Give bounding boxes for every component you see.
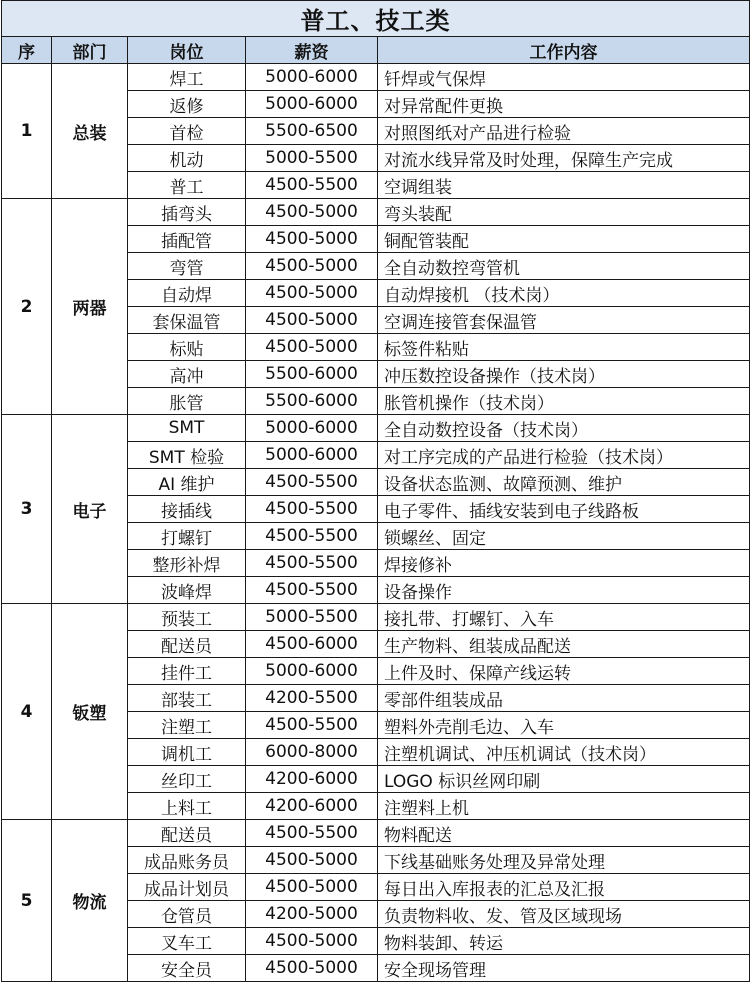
content-cell: 零部件组装成品 bbox=[378, 685, 750, 712]
group-index: 4 bbox=[2, 604, 52, 820]
salary-cell: 5500-6000 bbox=[246, 388, 378, 415]
content-cell: 锁螺丝、固定 bbox=[378, 523, 750, 550]
post-cell: 部装工 bbox=[128, 685, 246, 712]
post-cell: 仓管员 bbox=[128, 901, 246, 928]
salary-cell: 4500-5500 bbox=[246, 172, 378, 199]
post-cell: 高冲 bbox=[128, 361, 246, 388]
salary-cell: 4200-5500 bbox=[246, 685, 378, 712]
salary-cell: 5000-6000 bbox=[246, 658, 378, 685]
content-cell: 胀管机操作（技术岗） bbox=[378, 388, 750, 415]
salary-cell: 5000-6000 bbox=[246, 91, 378, 118]
salary-cell: 4500-5500 bbox=[246, 550, 378, 577]
content-cell: 全自动数控设备（技术岗） bbox=[378, 415, 750, 442]
header-content: 工作内容 bbox=[378, 37, 750, 64]
salary-cell: 5000-6000 bbox=[246, 415, 378, 442]
post-cell: 普工 bbox=[128, 172, 246, 199]
post-cell: 叉车工 bbox=[128, 928, 246, 955]
post-cell: 首检 bbox=[128, 118, 246, 145]
salary-cell: 4500-6000 bbox=[246, 631, 378, 658]
salary-cell: 4500-5500 bbox=[246, 712, 378, 739]
group-dept: 总装 bbox=[52, 64, 128, 199]
post-cell: 调机工 bbox=[128, 739, 246, 766]
post-cell: 插弯头 bbox=[128, 199, 246, 226]
post-cell: 机动 bbox=[128, 145, 246, 172]
table-row bbox=[2, 820, 750, 847]
content-cell: 注塑料上机 bbox=[378, 793, 750, 820]
post-cell: 标贴 bbox=[128, 334, 246, 361]
header-row bbox=[2, 37, 750, 64]
salary-cell: 4200-5000 bbox=[246, 901, 378, 928]
content-cell: 物料配送 bbox=[378, 820, 750, 847]
header-dept: 部门 bbox=[52, 37, 128, 64]
content-cell: 焊接修补 bbox=[378, 550, 750, 577]
content-cell: 塑料外壳削毛边、入车 bbox=[378, 712, 750, 739]
salary-cell: 4500-5000 bbox=[246, 334, 378, 361]
salary-cell: 4500-5500 bbox=[246, 523, 378, 550]
post-cell: 挂件工 bbox=[128, 658, 246, 685]
group-index: 1 bbox=[2, 64, 52, 199]
job-table bbox=[1, 0, 750, 982]
post-cell: 自动焊 bbox=[128, 280, 246, 307]
content-cell: 对照图纸对产品进行检验 bbox=[378, 118, 750, 145]
group-dept: 物流 bbox=[52, 820, 128, 982]
group-index: 3 bbox=[2, 415, 52, 604]
salary-cell: 4500-5000 bbox=[246, 199, 378, 226]
salary-cell: 4500-5000 bbox=[246, 928, 378, 955]
content-cell: 生产物料、组装成品配送 bbox=[378, 631, 750, 658]
post-cell: SMT 检验 bbox=[128, 442, 246, 469]
post-cell: 胀管 bbox=[128, 388, 246, 415]
salary-cell: 5000-5500 bbox=[246, 604, 378, 631]
post-cell: 波峰焊 bbox=[128, 577, 246, 604]
group-index: 5 bbox=[2, 820, 52, 982]
post-cell: 弯管 bbox=[128, 253, 246, 280]
header-index: 序 bbox=[2, 37, 52, 64]
group-dept: 两器 bbox=[52, 199, 128, 415]
table-row bbox=[2, 415, 750, 442]
content-cell: 设备操作 bbox=[378, 577, 750, 604]
content-cell: 物料装卸、转运 bbox=[378, 928, 750, 955]
salary-cell: 4500-5000 bbox=[246, 253, 378, 280]
salary-cell: 4500-5000 bbox=[246, 955, 378, 982]
content-cell: 电子零件、插线安装到电子线路板 bbox=[378, 496, 750, 523]
content-cell: 设备状态监测、故障预测、维护 bbox=[378, 469, 750, 496]
salary-cell: 5000-6000 bbox=[246, 64, 378, 91]
group-dept: 钣塑 bbox=[52, 604, 128, 820]
content-cell: 接扎带、打螺钉、入车 bbox=[378, 604, 750, 631]
salary-cell: 4500-5000 bbox=[246, 307, 378, 334]
content-cell: 安全现场管理 bbox=[378, 955, 750, 982]
post-cell: 接插线 bbox=[128, 496, 246, 523]
post-cell: 插配管 bbox=[128, 226, 246, 253]
salary-cell: 4200-6000 bbox=[246, 766, 378, 793]
content-cell: 冲压数控设备操作（技术岗） bbox=[378, 361, 750, 388]
content-cell: 负责物料收、发、管及区域现场 bbox=[378, 901, 750, 928]
post-cell: 成品账务员 bbox=[128, 847, 246, 874]
post-cell: 注塑工 bbox=[128, 712, 246, 739]
table-title: 普工、技工类 bbox=[2, 1, 750, 37]
salary-cell: 4500-5000 bbox=[246, 226, 378, 253]
header-post: 岗位 bbox=[128, 37, 246, 64]
content-cell: 下线基础账务处理及异常处理 bbox=[378, 847, 750, 874]
header-salary: 薪资 bbox=[246, 37, 378, 64]
post-cell: 整形补焊 bbox=[128, 550, 246, 577]
content-cell: 对工序完成的产品进行检验（技术岗） bbox=[378, 442, 750, 469]
content-cell: 注塑机调试、冲压机调试（技术岗） bbox=[378, 739, 750, 766]
group-index: 2 bbox=[2, 199, 52, 415]
content-cell: 对异常配件更换 bbox=[378, 91, 750, 118]
content-cell: 空调连接管套保温管 bbox=[378, 307, 750, 334]
content-cell: 对流水线异常及时处理，保障生产完成 bbox=[378, 145, 750, 172]
table-row bbox=[2, 199, 750, 226]
table-row bbox=[2, 64, 750, 91]
post-cell: 配送员 bbox=[128, 631, 246, 658]
salary-cell: 5000-6000 bbox=[246, 442, 378, 469]
salary-cell: 4500-5000 bbox=[246, 874, 378, 901]
salary-cell: 6000-8000 bbox=[246, 739, 378, 766]
job-table-sheet bbox=[1, 0, 749, 982]
post-cell: SMT bbox=[128, 415, 246, 442]
table-row bbox=[2, 604, 750, 631]
post-cell: 丝印工 bbox=[128, 766, 246, 793]
salary-cell: 5000-5500 bbox=[246, 145, 378, 172]
post-cell: 套保温管 bbox=[128, 307, 246, 334]
group-dept: 电子 bbox=[52, 415, 128, 604]
table-body bbox=[2, 64, 750, 982]
salary-cell: 4500-5500 bbox=[246, 469, 378, 496]
post-cell: 焊工 bbox=[128, 64, 246, 91]
salary-cell: 4200-6000 bbox=[246, 793, 378, 820]
post-cell: 上料工 bbox=[128, 793, 246, 820]
salary-cell: 4500-5500 bbox=[246, 820, 378, 847]
post-cell: 成品计划员 bbox=[128, 874, 246, 901]
post-cell: 安全员 bbox=[128, 955, 246, 982]
content-cell: 每日出入库报表的汇总及汇报 bbox=[378, 874, 750, 901]
salary-cell: 4500-5500 bbox=[246, 577, 378, 604]
content-cell: 标签件粘贴 bbox=[378, 334, 750, 361]
salary-cell: 4500-5000 bbox=[246, 280, 378, 307]
content-cell: 上件及时、保障产线运转 bbox=[378, 658, 750, 685]
content-cell: 空调组装 bbox=[378, 172, 750, 199]
post-cell: 打螺钉 bbox=[128, 523, 246, 550]
post-cell: AI 维护 bbox=[128, 469, 246, 496]
post-cell: 预装工 bbox=[128, 604, 246, 631]
content-cell: 弯头装配 bbox=[378, 199, 750, 226]
salary-cell: 4500-5000 bbox=[246, 847, 378, 874]
content-cell: LOGO 标识丝网印刷 bbox=[378, 766, 750, 793]
content-cell: 自动焊接机 （技术岗） bbox=[378, 280, 750, 307]
salary-cell: 4500-5500 bbox=[246, 496, 378, 523]
post-cell: 返修 bbox=[128, 91, 246, 118]
salary-cell: 5500-6500 bbox=[246, 118, 378, 145]
content-cell: 钎焊或气保焊 bbox=[378, 64, 750, 91]
salary-cell: 5500-6000 bbox=[246, 361, 378, 388]
post-cell: 配送员 bbox=[128, 820, 246, 847]
content-cell: 全自动数控弯管机 bbox=[378, 253, 750, 280]
content-cell: 铜配管装配 bbox=[378, 226, 750, 253]
